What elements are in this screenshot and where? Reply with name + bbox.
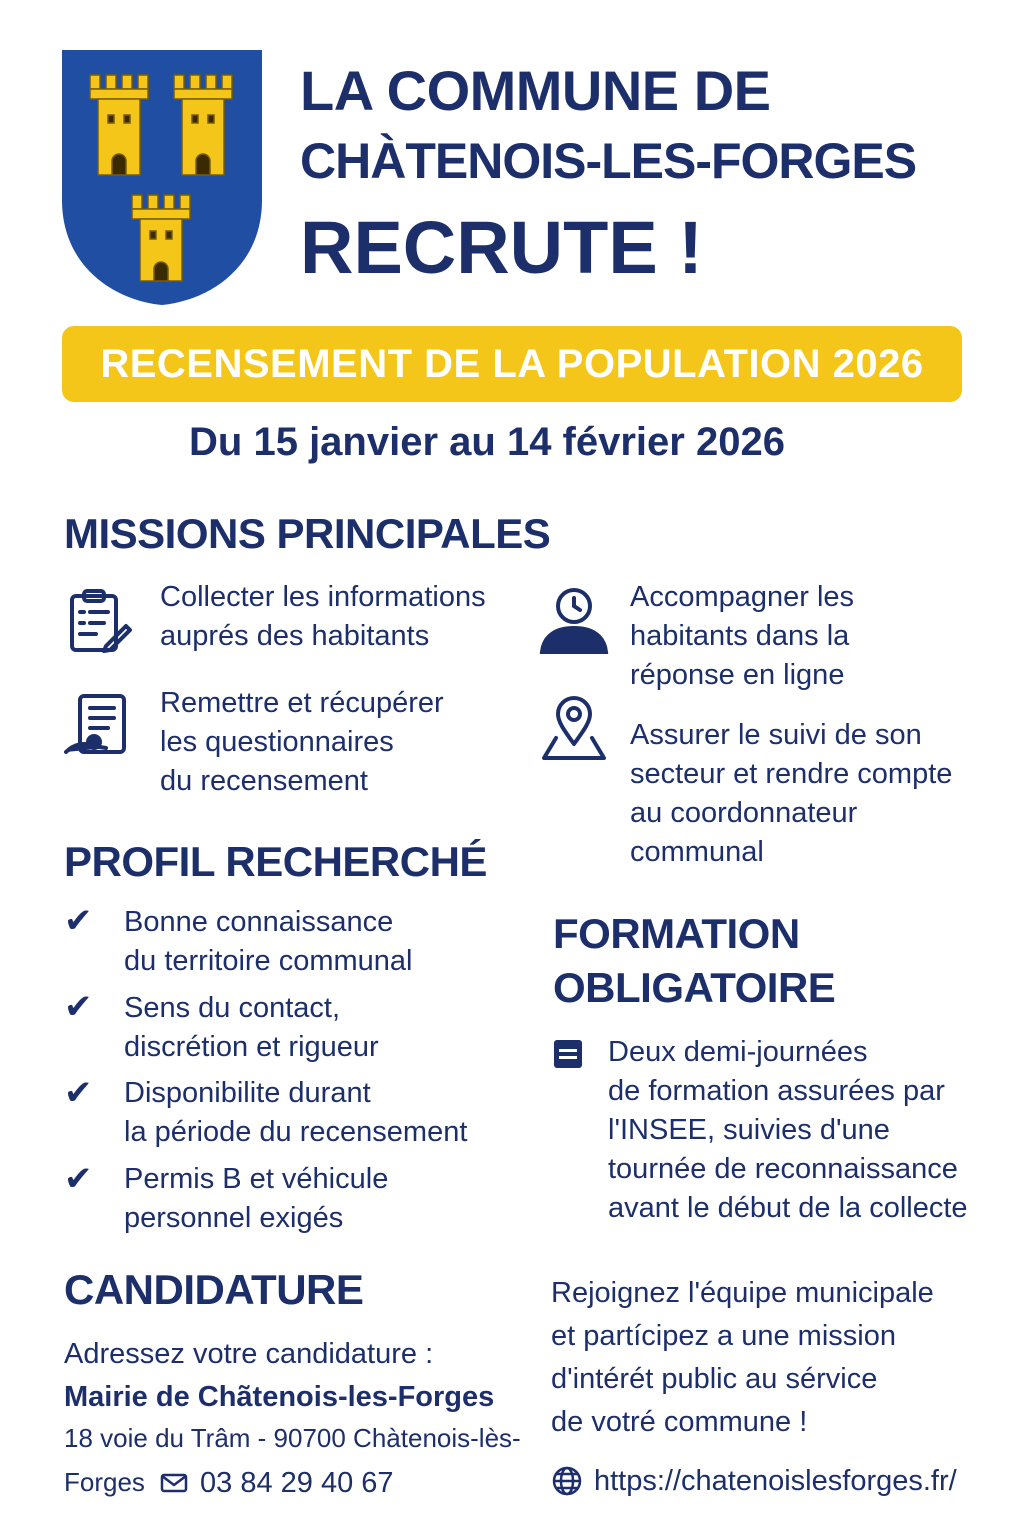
document-hand-icon bbox=[64, 692, 132, 762]
address-line-2: Forges bbox=[64, 1467, 145, 1497]
profil-title: PROFIL RECHERCHÉ bbox=[64, 838, 487, 885]
map-pin-icon bbox=[540, 694, 608, 764]
clipboard-pen-icon bbox=[66, 588, 132, 654]
mission-3: Accompagner les habitants dans la réponse en ligne bbox=[630, 581, 855, 691]
mairie-name: Mairie de Chãtenois-les-Forges bbox=[64, 1381, 495, 1413]
title-line-2: CHÀTENOIS-LES-FORGES bbox=[300, 133, 917, 189]
profil-item-4: Permis B et véhicule personnel exigés bbox=[124, 1163, 389, 1234]
missions-title: MISSIONS PRINCIPALES bbox=[64, 510, 551, 557]
formation-title-1: FORMATION bbox=[553, 910, 800, 957]
website-link[interactable]: https://chatenoislesforges.fr/ bbox=[594, 1465, 957, 1497]
mission-1: Collecter les informations auprés des habitants bbox=[160, 581, 486, 652]
calendar-icon bbox=[554, 1040, 582, 1068]
mission-2: Remettre et récupérer les questionnaires du recensement bbox=[160, 687, 444, 797]
check-icon: ✔ bbox=[64, 988, 93, 1026]
mission-4: Assurer le suivi de son secteur et rendre compte au coordonnateur communal bbox=[630, 719, 953, 868]
profil-item-3: Disponibilite durant la période du recensement bbox=[124, 1077, 468, 1148]
profil-item-2: Sens du contact, discrétion et rigueur bbox=[124, 992, 379, 1063]
phone-number: 03 84 29 40 67 bbox=[200, 1467, 394, 1499]
candidature-title: CANDIDATURE bbox=[64, 1266, 364, 1313]
title-line-1: LA COMMUNE DE bbox=[300, 59, 771, 122]
formation-title-2: OBLIGATOIRE bbox=[553, 964, 836, 1011]
globe-icon bbox=[551, 1465, 583, 1497]
title-line-3: RECRUTE ! bbox=[300, 206, 703, 289]
census-banner: RECENSEMENT DE LA POPULATION 2026 bbox=[62, 326, 962, 402]
census-dates: Du 15 janvier au 14 février 2026 bbox=[189, 420, 785, 464]
person-help-icon bbox=[538, 584, 610, 654]
envelope-icon bbox=[160, 1473, 188, 1493]
candidature-intro: Adressez votre candidature : bbox=[64, 1338, 434, 1370]
formation-text: Deux demi-journées de formation assurées par l'INSEE, suivies d'une tournée de reconnaissance avant le début de la collecte bbox=[608, 1036, 968, 1224]
address-line-1: 18 voie du Trâm - 90700 Chàtenois-lès- bbox=[64, 1423, 521, 1453]
profil-item-1: Bonne connaissance du territoire communal bbox=[124, 906, 413, 977]
check-icon: ✔ bbox=[64, 902, 93, 940]
check-icon: ✔ bbox=[64, 1160, 93, 1198]
coat-of-arms-icon bbox=[62, 50, 262, 305]
invite-text: Rejoignez l'équipe municipale et partícipez a une mission d'intérét public au sérvice de votré commune ! bbox=[551, 1277, 934, 1438]
check-icon: ✔ bbox=[64, 1074, 93, 1112]
